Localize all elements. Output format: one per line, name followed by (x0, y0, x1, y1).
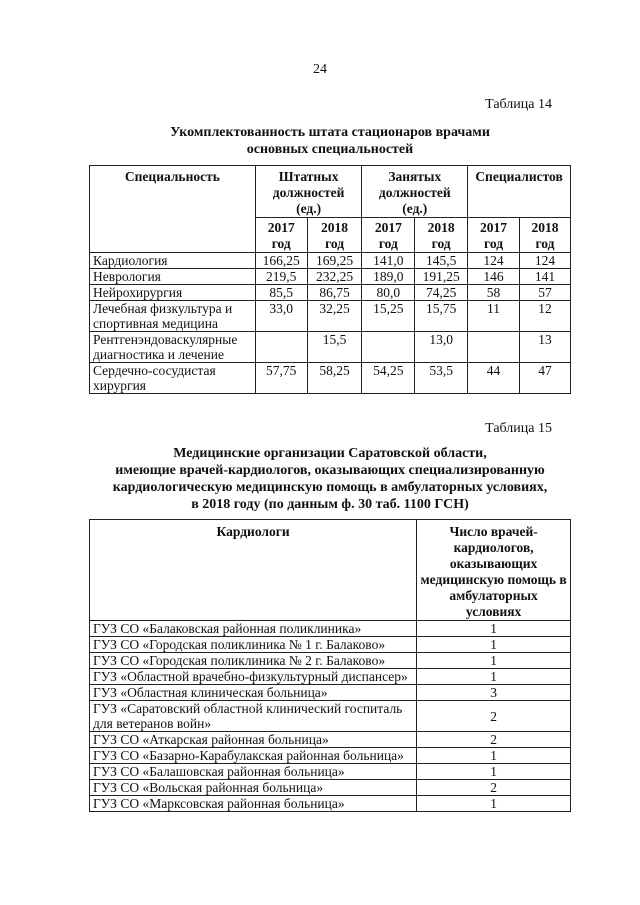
organization-cell: ГУЗ «Саратовский областной клинический госпиталь для ветеранов войн» (90, 701, 417, 732)
organization-cell: ГУЗ «Областной врачебно-физкультурный диспансер» (90, 669, 417, 685)
specialty-cell: Сердечно-сосудистая хирургия (90, 363, 256, 394)
occupied-2017-cell: 15,25 (362, 301, 415, 332)
table-14-title-line: основных специальностей (246, 142, 414, 157)
header-year-2017: 2017 год (255, 218, 307, 253)
occupied-2018-cell: 191,25 (415, 269, 468, 285)
specialists-2017-cell: 11 (468, 301, 520, 332)
cardiologist-count-cell: 1 (417, 764, 571, 780)
table-row (90, 653, 571, 669)
table-row (90, 363, 571, 394)
header-year-2018: 2018 год (415, 218, 468, 253)
specialists-2017-cell: 58 (468, 285, 520, 301)
organization-cell: ГУЗ СО «Марксовская районная больница» (90, 796, 417, 812)
specialty-cell: Неврология (90, 269, 256, 285)
staff-2018-cell: 15,5 (307, 332, 362, 363)
header-year-2018: 2018 год (520, 218, 571, 253)
occupied-2017-cell (362, 332, 415, 363)
organization-cell: ГУЗ СО «Вольская районная больница» (90, 780, 417, 796)
cardiologist-count-cell: 1 (417, 796, 571, 812)
staffing-table (89, 165, 571, 394)
staff-2017-cell: 33,0 (255, 301, 307, 332)
occupied-2017-cell: 189,0 (362, 269, 415, 285)
specialists-2017-cell: 44 (468, 363, 520, 394)
specialists-2017-cell: 146 (468, 269, 520, 285)
organization-cell: ГУЗ СО «Балашовская районная больница» (90, 764, 417, 780)
table-row (90, 732, 571, 748)
header-organization: Кардиологи (90, 520, 417, 621)
table-14-label: Таблица 14 (485, 97, 552, 112)
cardiologists-table-body (90, 621, 571, 812)
specialists-2017-cell (468, 332, 520, 363)
organization-cell: ГУЗ СО «Городская поликлиника № 1 г. Балаково» (90, 637, 417, 653)
specialists-2018-cell: 141 (520, 269, 571, 285)
header-specialty: Специальность (90, 166, 256, 253)
header-staff-positions: Штатных должностей (ед.) (255, 166, 362, 218)
table-15-title-line: имеющие врачей-кардиологов, оказывающих специализированную (115, 463, 545, 478)
table-row (90, 748, 571, 764)
specialists-2018-cell: 12 (520, 301, 571, 332)
cardiologist-count-cell: 1 (417, 637, 571, 653)
table-row (90, 285, 571, 301)
table-15-label: Таблица 15 (485, 421, 552, 436)
staff-2017-cell: 219,5 (255, 269, 307, 285)
specialists-2018-cell: 47 (520, 363, 571, 394)
table-row (90, 701, 571, 732)
staff-2018-cell: 169,25 (307, 253, 362, 269)
organization-cell: ГУЗ СО «Городская поликлиника № 2 г. Балаково» (90, 653, 417, 669)
header-year-2018: 2018 год (307, 218, 362, 253)
specialty-cell: Рентгенэндоваскулярные диагностика и лечение (90, 332, 256, 363)
cardiologists-table (89, 519, 571, 812)
specialty-cell: Лечебная физкультура и спортивная медицина (90, 301, 256, 332)
staff-2018-cell: 86,75 (307, 285, 362, 301)
staffing-table-body (90, 253, 571, 394)
table-15-title-line: кардиологическую медицинскую помощь в амбулаторных условиях, (112, 480, 548, 495)
table-row (90, 301, 571, 332)
staff-2017-cell: 85,5 (255, 285, 307, 301)
table-15-title-line: в 2018 году (по данным ф. 30 таб. 1100 ГСН) (191, 497, 469, 512)
header-year-2017: 2017 год (468, 218, 520, 253)
occupied-2017-cell: 80,0 (362, 285, 415, 301)
organization-cell: ГУЗ СО «Балаковская районная поликлиника» (90, 621, 417, 637)
page-number: 24 (313, 62, 327, 77)
specialty-cell: Нейрохирургия (90, 285, 256, 301)
staff-2017-cell: 166,25 (255, 253, 307, 269)
table-row (90, 669, 571, 685)
table-row (90, 764, 571, 780)
table-14-title-line: Укомплектованность штата стационаров врачами (170, 125, 490, 140)
table-row (90, 269, 571, 285)
occupied-2018-cell: 13,0 (415, 332, 468, 363)
cardiologist-count-cell: 2 (417, 732, 571, 748)
table-row (90, 780, 571, 796)
cardiologist-count-cell: 2 (417, 780, 571, 796)
occupied-2017-cell: 141,0 (362, 253, 415, 269)
occupied-2018-cell: 145,5 (415, 253, 468, 269)
cardiologist-count-cell: 1 (417, 748, 571, 764)
table-row (90, 253, 571, 269)
specialty-cell: Кардиология (90, 253, 256, 269)
occupied-2017-cell: 54,25 (362, 363, 415, 394)
occupied-2018-cell: 15,75 (415, 301, 468, 332)
staff-2017-cell (255, 332, 307, 363)
table-15-title (70, 445, 590, 513)
staff-2018-cell: 232,25 (307, 269, 362, 285)
cardiologist-count-cell: 1 (417, 653, 571, 669)
table-row (90, 621, 571, 637)
cardiologist-count-cell: 1 (417, 669, 571, 685)
table-row (90, 685, 571, 701)
table-15-title-line: Медицинские организации Саратовской области, (173, 446, 487, 461)
organization-cell: ГУЗ СО «Базарно-Карабулакская районная больница» (90, 748, 417, 764)
staff-2018-cell: 32,25 (307, 301, 362, 332)
specialists-2018-cell: 57 (520, 285, 571, 301)
header-cardiologist-count: Число врачей-кардиологов, оказывающих медицинскую помощь в амбулаторных условиях (417, 520, 571, 621)
organization-cell: ГУЗ «Областная клиническая больница» (90, 685, 417, 701)
occupied-2018-cell: 53,5 (415, 363, 468, 394)
staff-2018-cell: 58,25 (307, 363, 362, 394)
table-row (90, 637, 571, 653)
header-occupied-positions: Занятых должностей (ед.) (362, 166, 468, 218)
occupied-2018-cell: 74,25 (415, 285, 468, 301)
staff-2017-cell: 57,75 (255, 363, 307, 394)
header-year-2017: 2017 год (362, 218, 415, 253)
cardiologist-count-cell: 3 (417, 685, 571, 701)
cardiologist-count-cell: 1 (417, 621, 571, 637)
table-row (90, 332, 571, 363)
specialists-2018-cell: 13 (520, 332, 571, 363)
cardiologist-count-cell: 2 (417, 701, 571, 732)
specialists-2018-cell: 124 (520, 253, 571, 269)
table-14-title (90, 124, 570, 158)
specialists-2017-cell: 124 (468, 253, 520, 269)
table-row (90, 796, 571, 812)
header-specialists: Специалистов (468, 166, 571, 218)
organization-cell: ГУЗ СО «Аткарская районная больница» (90, 732, 417, 748)
